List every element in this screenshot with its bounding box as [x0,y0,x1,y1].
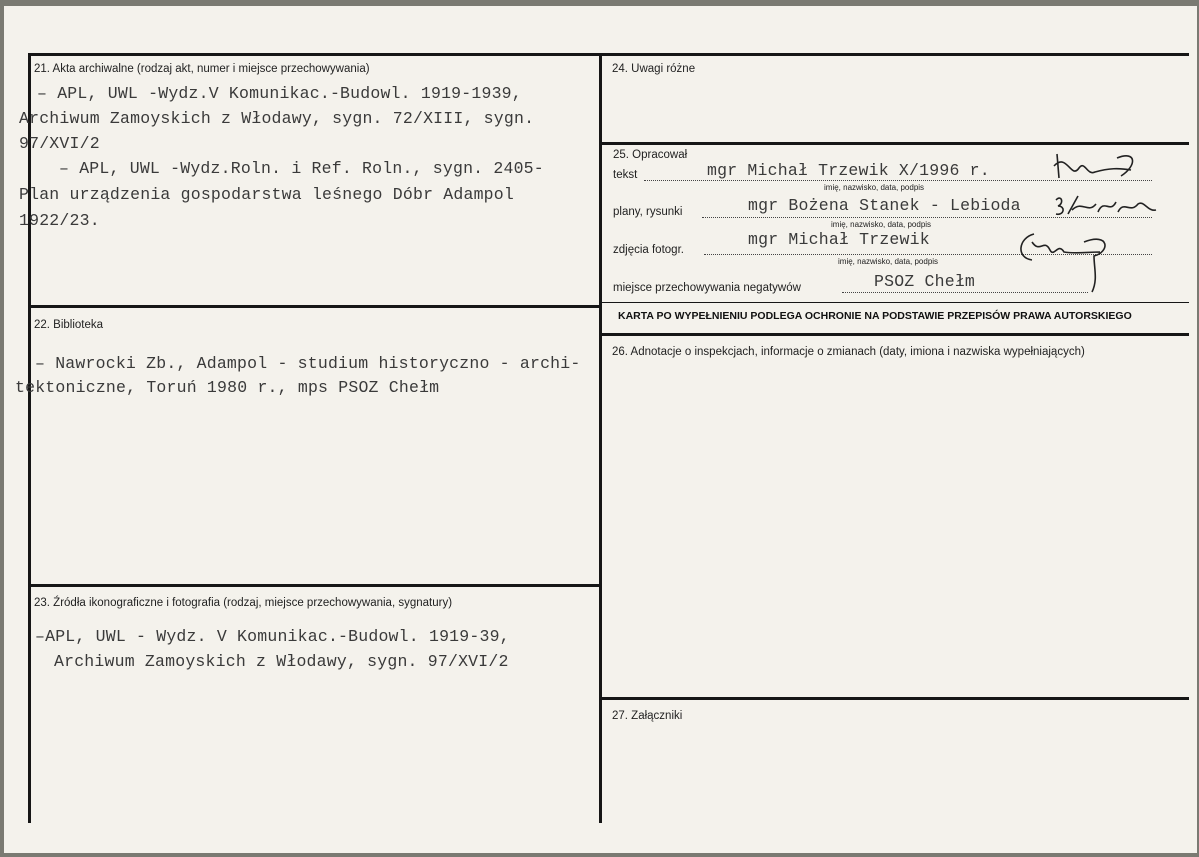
divider-26-27 [599,697,1189,700]
section-21-line-3: 97/XVI/2 [19,134,100,153]
tekst-value: mgr Michał Trzewik X/1996 r. [707,161,990,180]
signature-plany-icon [1052,190,1162,222]
section-24-label: 24. Uwagi różne [612,63,696,75]
miejsce-label: miejsce przechowywania negatywów [613,282,801,294]
divider-21-22 [28,305,600,308]
zdjecia-label: zdjęcia fotogr. [613,244,684,256]
section-27-label: 27. Załączniki [612,710,683,722]
left-border [28,53,31,823]
section-23-line-1: –APL, UWL - Wydz. V Komunikac.-Budowl. 1919-39, [35,627,510,646]
zdjecia-value: mgr Michał Trzewik [748,230,930,249]
tekst-caption: imię, nazwisko, data, podpis [824,183,925,192]
section-25-label: 25. Opracował [613,149,688,161]
plany-label: plany, rysunki [613,206,683,218]
signature-zdjecia-icon [1014,224,1124,296]
section-21-line-4: – APL, UWL -Wydz.Roln. i Ref. Roln., sygn. 2405- [59,159,544,178]
section-21-line-1: – APL, UWL -Wydz.V Komunikac.-Budowl. 1919-1939, [37,84,522,103]
copyright-notice: KARTA PO WYPEŁNIENIU PODLEGA OCHRONIE NA PODSTAWIE PRZEPISÓW PRAWA AUTORSKIEGO [618,310,1132,322]
divider-25-26 [599,333,1189,336]
divider-24-25 [599,142,1189,145]
section-21-line-6: 1922/23. [19,211,100,230]
tekst-label: tekst [613,169,638,181]
top-border [28,53,1189,56]
section-22-line-1: – Nawrocki Zb., Adampol - studium historyczno - archi- [35,354,581,373]
section-21-label: 21. Akta archiwalne (rodzaj akt, numer i miejsce przechowywania) [34,63,370,75]
section-22-line-2: tektoniczne, Toruń 1980 r., mps PSOZ Chełm [15,378,440,397]
section-22-label: 22. Biblioteka [34,319,104,331]
zdjecia-caption: imię, nazwisko, data, podpis [838,257,939,266]
section-21-line-5: Plan urządzenia gospodarstwa leśnego Dóbr Adampol [19,185,514,204]
divider-25-notice [599,302,1189,303]
section-26-label: 26. Adnotacje o inspekcjach, informacje o zmianach (daty, imiona i nazwiska wypełniających) [612,346,1085,358]
archive-card [4,6,1197,853]
plany-caption: imię, nazwisko, data, podpis [831,220,932,229]
miejsce-value: PSOZ Chełm [874,272,976,291]
signature-tekst-icon [1049,146,1139,186]
center-divider [599,53,602,823]
section-21-line-2: Archiwum Zamoyskich z Włodawy, sygn. 72/XIII, sygn. [19,109,535,128]
plany-value: mgr Bożena Stanek - Lebioda [748,196,1021,215]
section-23-label: 23. Źródła ikonograficzne i fotografia (rodzaj, miejsce przechowywania, sygnatury) [34,597,453,609]
divider-22-23 [28,584,600,587]
section-23-line-2: Archiwum Zamoyskich z Włodawy, sygn. 97/XVI/2 [54,652,509,671]
